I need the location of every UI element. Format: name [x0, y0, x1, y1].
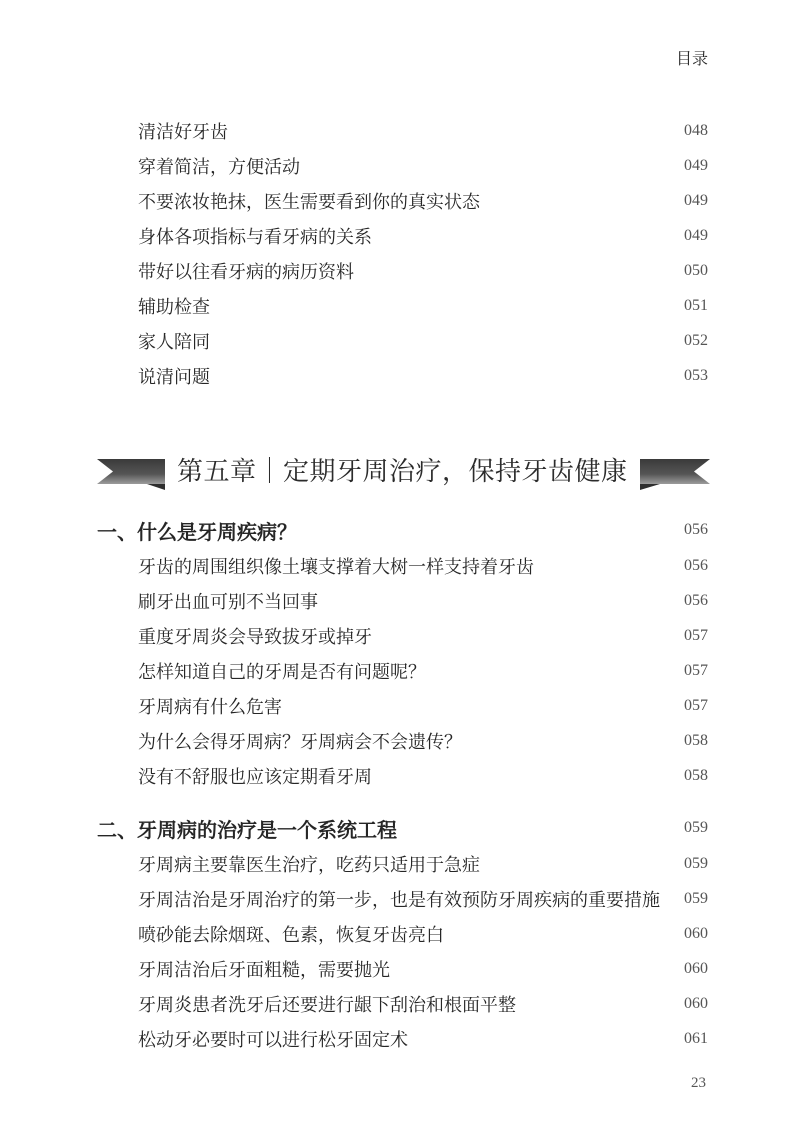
toc-entry-title: 清洁好牙齿	[138, 121, 228, 142]
toc-header-title: 目录	[675, 51, 708, 68]
toc-entry-title: 怎样知道自己的牙周是否有问题呢？	[138, 661, 426, 682]
toc-entry-page: 058	[684, 766, 708, 784]
toc-entry	[97, 113, 708, 148]
toc-entry	[97, 618, 708, 653]
toc-entry-page: 060	[684, 994, 708, 1012]
ribbon-right-ornament	[640, 454, 710, 490]
chapter-name: 定期牙周治疗，保持牙齿健康	[283, 457, 628, 486]
toc-entry-page: 049	[684, 156, 708, 174]
toc-entry	[97, 986, 708, 1021]
toc-entry-page: 057	[684, 661, 708, 679]
toc-entry-title: 穿着简洁，方便活动	[138, 156, 300, 177]
toc-entry-title: 身体各项指标与看牙病的关系	[138, 226, 372, 247]
toc-entry-title: 牙周洁治是牙周治疗的第一步，也是有效预防牙周疾病的重要措施	[138, 889, 660, 910]
toc-entry-page: 060	[684, 959, 708, 977]
toc-section-heading: 一、什么是牙周疾病？	[97, 521, 297, 544]
toc-entry-page: 061	[684, 1029, 708, 1047]
toc-entry	[97, 323, 708, 358]
footer-page-number: 23	[691, 1075, 706, 1091]
toc-entry-title: 牙周洁治后牙面粗糙，需要抛光	[138, 959, 390, 980]
toc-entry-page: 056	[684, 591, 708, 609]
toc-entry-title: 喷砂能去除烟斑、色素，恢复牙齿亮白	[138, 924, 444, 945]
toc-entry-page: 051	[684, 296, 708, 314]
toc-entry-title: 重度牙周炎会导致拔牙或掉牙	[138, 626, 372, 647]
ribbon-left-band	[97, 459, 165, 484]
toc-entry-page: 056	[684, 556, 708, 574]
toc-section-page: 056	[684, 521, 708, 538]
toc-entry-page: 049	[684, 226, 708, 244]
toc-entry-title: 牙周病有什么危害	[138, 696, 282, 717]
toc-entry-title: 家人陪同	[138, 331, 210, 352]
ribbon-right-fold	[640, 484, 660, 490]
toc-section-heading: 二、牙周病的治疗是一个系统工程	[97, 819, 397, 842]
toc-entry-title: 辅助检查	[138, 296, 210, 317]
toc-list-previous-chapter	[97, 113, 708, 393]
ribbon-left-ornament	[97, 454, 165, 490]
toc-entry-page: 050	[684, 261, 708, 279]
toc-entry-title: 刷牙出血可别不当回事	[138, 591, 318, 612]
toc-entry	[97, 688, 708, 723]
toc-entry-title: 松动牙必要时可以进行松牙固定术	[138, 1029, 408, 1050]
toc-entry	[97, 881, 708, 916]
toc-entry	[97, 758, 708, 793]
toc-entry-page: 052	[684, 331, 708, 349]
toc-entry-page: 057	[684, 696, 708, 714]
toc-entry-title: 牙周炎患者洗牙后还要进行龈下刮治和根面平整	[138, 994, 516, 1015]
toc-entry-page: 059	[684, 889, 708, 907]
toc-entry	[97, 358, 708, 393]
toc-entry-title: 说清问题	[138, 366, 210, 387]
toc-entry-page: 057	[684, 626, 708, 644]
chapter-title	[177, 454, 628, 490]
toc-entry	[97, 951, 708, 986]
toc-section-heading-row	[97, 512, 708, 548]
toc-entry	[97, 723, 708, 758]
chapter-banner	[97, 454, 710, 490]
toc-entry	[97, 548, 708, 583]
toc-section-heading-row	[97, 810, 708, 846]
toc-entry-page: 053	[684, 366, 708, 384]
toc-entry	[97, 183, 708, 218]
toc-entry-title: 没有不舒服也应该定期看牙周	[138, 766, 372, 787]
toc-entry-title: 为什么会得牙周病？牙周病会不会遗传？	[138, 731, 462, 752]
toc-entry-page: 048	[684, 121, 708, 139]
toc-entry-title: 带好以往看牙病的病历资料	[138, 261, 354, 282]
toc-entry	[97, 253, 708, 288]
toc-entry-title: 牙周病主要靠医生治疗，吃药只适用于急症	[138, 854, 480, 875]
toc-section	[97, 810, 708, 1056]
toc-entry-title: 牙齿的周围组织像土壤支撑着大树一样支持着牙齿	[138, 556, 534, 577]
ribbon-left-fold	[147, 484, 165, 490]
toc-entry	[97, 288, 708, 323]
toc-entry	[97, 583, 708, 618]
toc-section-page: 059	[684, 819, 708, 836]
toc-entry-page: 060	[684, 924, 708, 942]
toc-entry-page: 058	[684, 731, 708, 749]
toc-entry	[97, 148, 708, 183]
toc-entry-page: 059	[684, 854, 708, 872]
chapter-label: 第五章	[177, 457, 257, 486]
toc-entry	[97, 218, 708, 253]
toc-entry	[97, 846, 708, 881]
toc-entry	[97, 1021, 708, 1056]
toc-entry-title: 不要浓妆艳抹，医生需要看到你的真实状态	[138, 191, 480, 212]
ribbon-right-band	[640, 459, 710, 484]
chapter-separator: ｜	[256, 457, 284, 486]
toc-entry	[97, 916, 708, 951]
toc-section	[97, 512, 708, 793]
toc-entry	[97, 653, 708, 688]
toc-entry-page: 049	[684, 191, 708, 209]
